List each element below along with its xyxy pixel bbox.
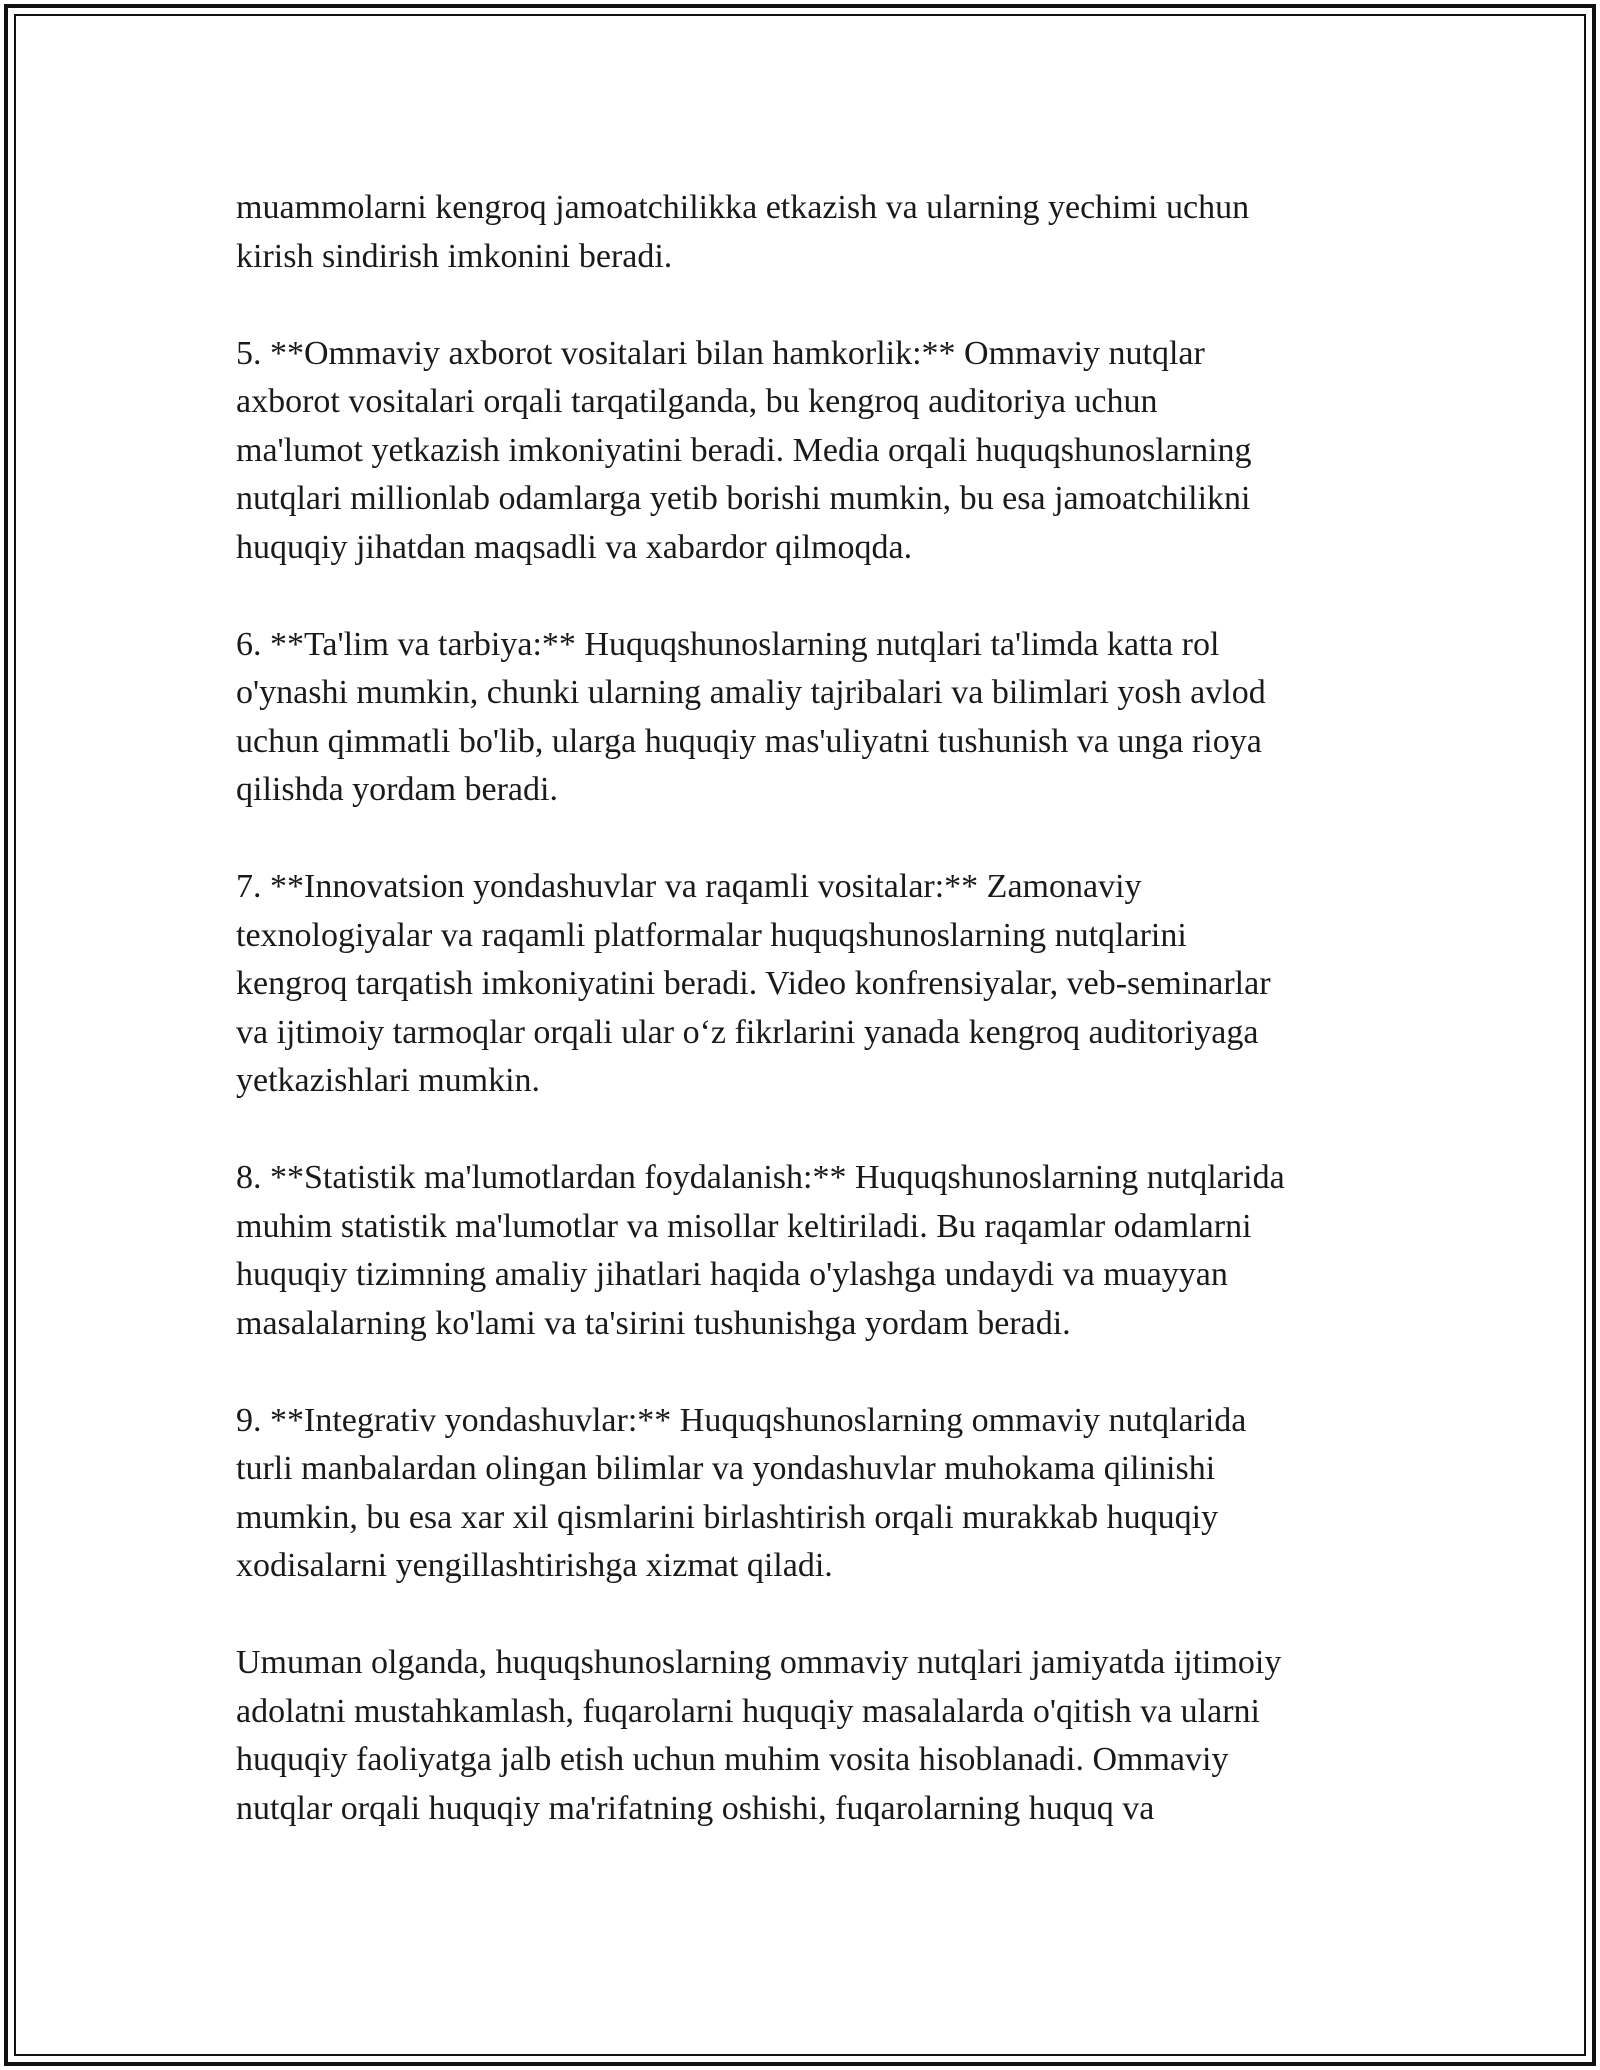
text-line: ma'lumot yetkazish imkoniyatini beradi. Media orqali huquqshunoslarning xyxy=(236,431,1252,469)
text-line: huquqiy jihatdan maqsadli va xabardor qilmoqda. xyxy=(236,528,913,566)
paragraph-continuation xyxy=(236,184,1386,281)
text-line: 8. **Statistik ma'lumotlardan foydalanish:** Huquqshunoslarning nutqlarida xyxy=(236,1159,1285,1196)
text-line: texnologiyalar va raqamli platformalar huquqshunoslarning nutqlarini xyxy=(236,916,1187,954)
text-line: muammolarni kengroq jamoatchilikka etkazish va ularning yechimi uchun xyxy=(236,189,1250,226)
text-line: 5. **Ommaviy axborot vositalari bilan hamkorlik:** Ommaviy nutqlar xyxy=(236,334,1205,372)
text-line: huquqiy faoliyatga jalb etish uchun muhim vosita hisoblanadi. Ommaviy xyxy=(236,1741,1229,1778)
paragraph-item-7 xyxy=(236,863,1386,1106)
text-line: turli manbalardan olingan bilimlar va yondashuvlar muhokama qilinishi xyxy=(236,1450,1216,1487)
paragraph-conclusion xyxy=(236,1639,1386,1833)
text-line: o'ynashi mumkin, chunki ularning amaliy tajribalari va bilimlari yosh avlod xyxy=(236,674,1266,711)
paragraph-item-9 xyxy=(236,1397,1386,1591)
paragraph-item-6 xyxy=(236,621,1386,815)
document-body xyxy=(236,184,1386,1833)
text-line: kirish sindirish imkonini beradi. xyxy=(236,237,673,275)
text-line: huquqiy tizimning amaliy jihatlari haqida o'ylashga undaydi va muayyan xyxy=(236,1256,1228,1293)
paragraph-item-8 xyxy=(236,1154,1386,1348)
text-line: nutqlar orqali huquqiy ma'rifatning oshishi, fuqarolarning huquq va xyxy=(236,1789,1155,1827)
text-line: Umuman olganda, huquqshunoslarning ommaviy nutqlari jamiyatda ijtimoiy xyxy=(236,1644,1282,1681)
text-line: masalalarning ko'lami va ta'sirini tushunishga yordam beradi. xyxy=(236,1304,1071,1342)
text-line: adolatni mustahkamlash, fuqarolarni huquqiy masalalarda o'qitish va ularni xyxy=(236,1692,1260,1730)
text-line: 7. **Innovatsion yondashuvlar va raqamli vositalar:** Zamonaviy xyxy=(236,868,1142,905)
text-line: muhim statistik ma'lumotlar va misollar keltiriladi. Bu raqamlar odamlarni xyxy=(236,1207,1252,1245)
text-line: 6. **Ta'lim va tarbiya:** Huquqshunoslarning nutqlari ta'limda katta rol xyxy=(236,625,1220,663)
text-line: qilishda yordam beradi. xyxy=(236,771,558,808)
text-line: mumkin, bu esa xar xil qismlarini birlashtirish orqali murakkab huquqiy xyxy=(236,1498,1219,1536)
text-line: xodisalarni yengillashtirishga xizmat qiladi. xyxy=(236,1547,833,1584)
text-line: nutqlari millionlab odamlarga yetib borishi mumkin, bu esa jamoatchilikni xyxy=(236,480,1251,517)
text-line: 9. **Integrativ yondashuvlar:** Huquqshunoslarning ommaviy nutqlarida xyxy=(236,1401,1247,1439)
text-line: kengroq tarqatish imkoniyatini beradi. Video konfrensiyalar, veb-seminarlar xyxy=(236,965,1271,1002)
paragraph-item-5 xyxy=(236,330,1386,573)
text-line: yetkazishlari mumkin. xyxy=(236,1062,541,1099)
text-line: uchun qimmatli bo'lib, ularga huquqiy mas'uliyatni tushunish va unga rioya xyxy=(236,722,1262,760)
text-line: axborot vositalari orqali tarqatilganda, bu kengroq auditoriya uchun xyxy=(236,383,1158,420)
text-line: va ijtimoiy tarmoqlar orqali ular o‘z fikrlarini yanada kengroq auditoriyaga xyxy=(236,1013,1259,1051)
